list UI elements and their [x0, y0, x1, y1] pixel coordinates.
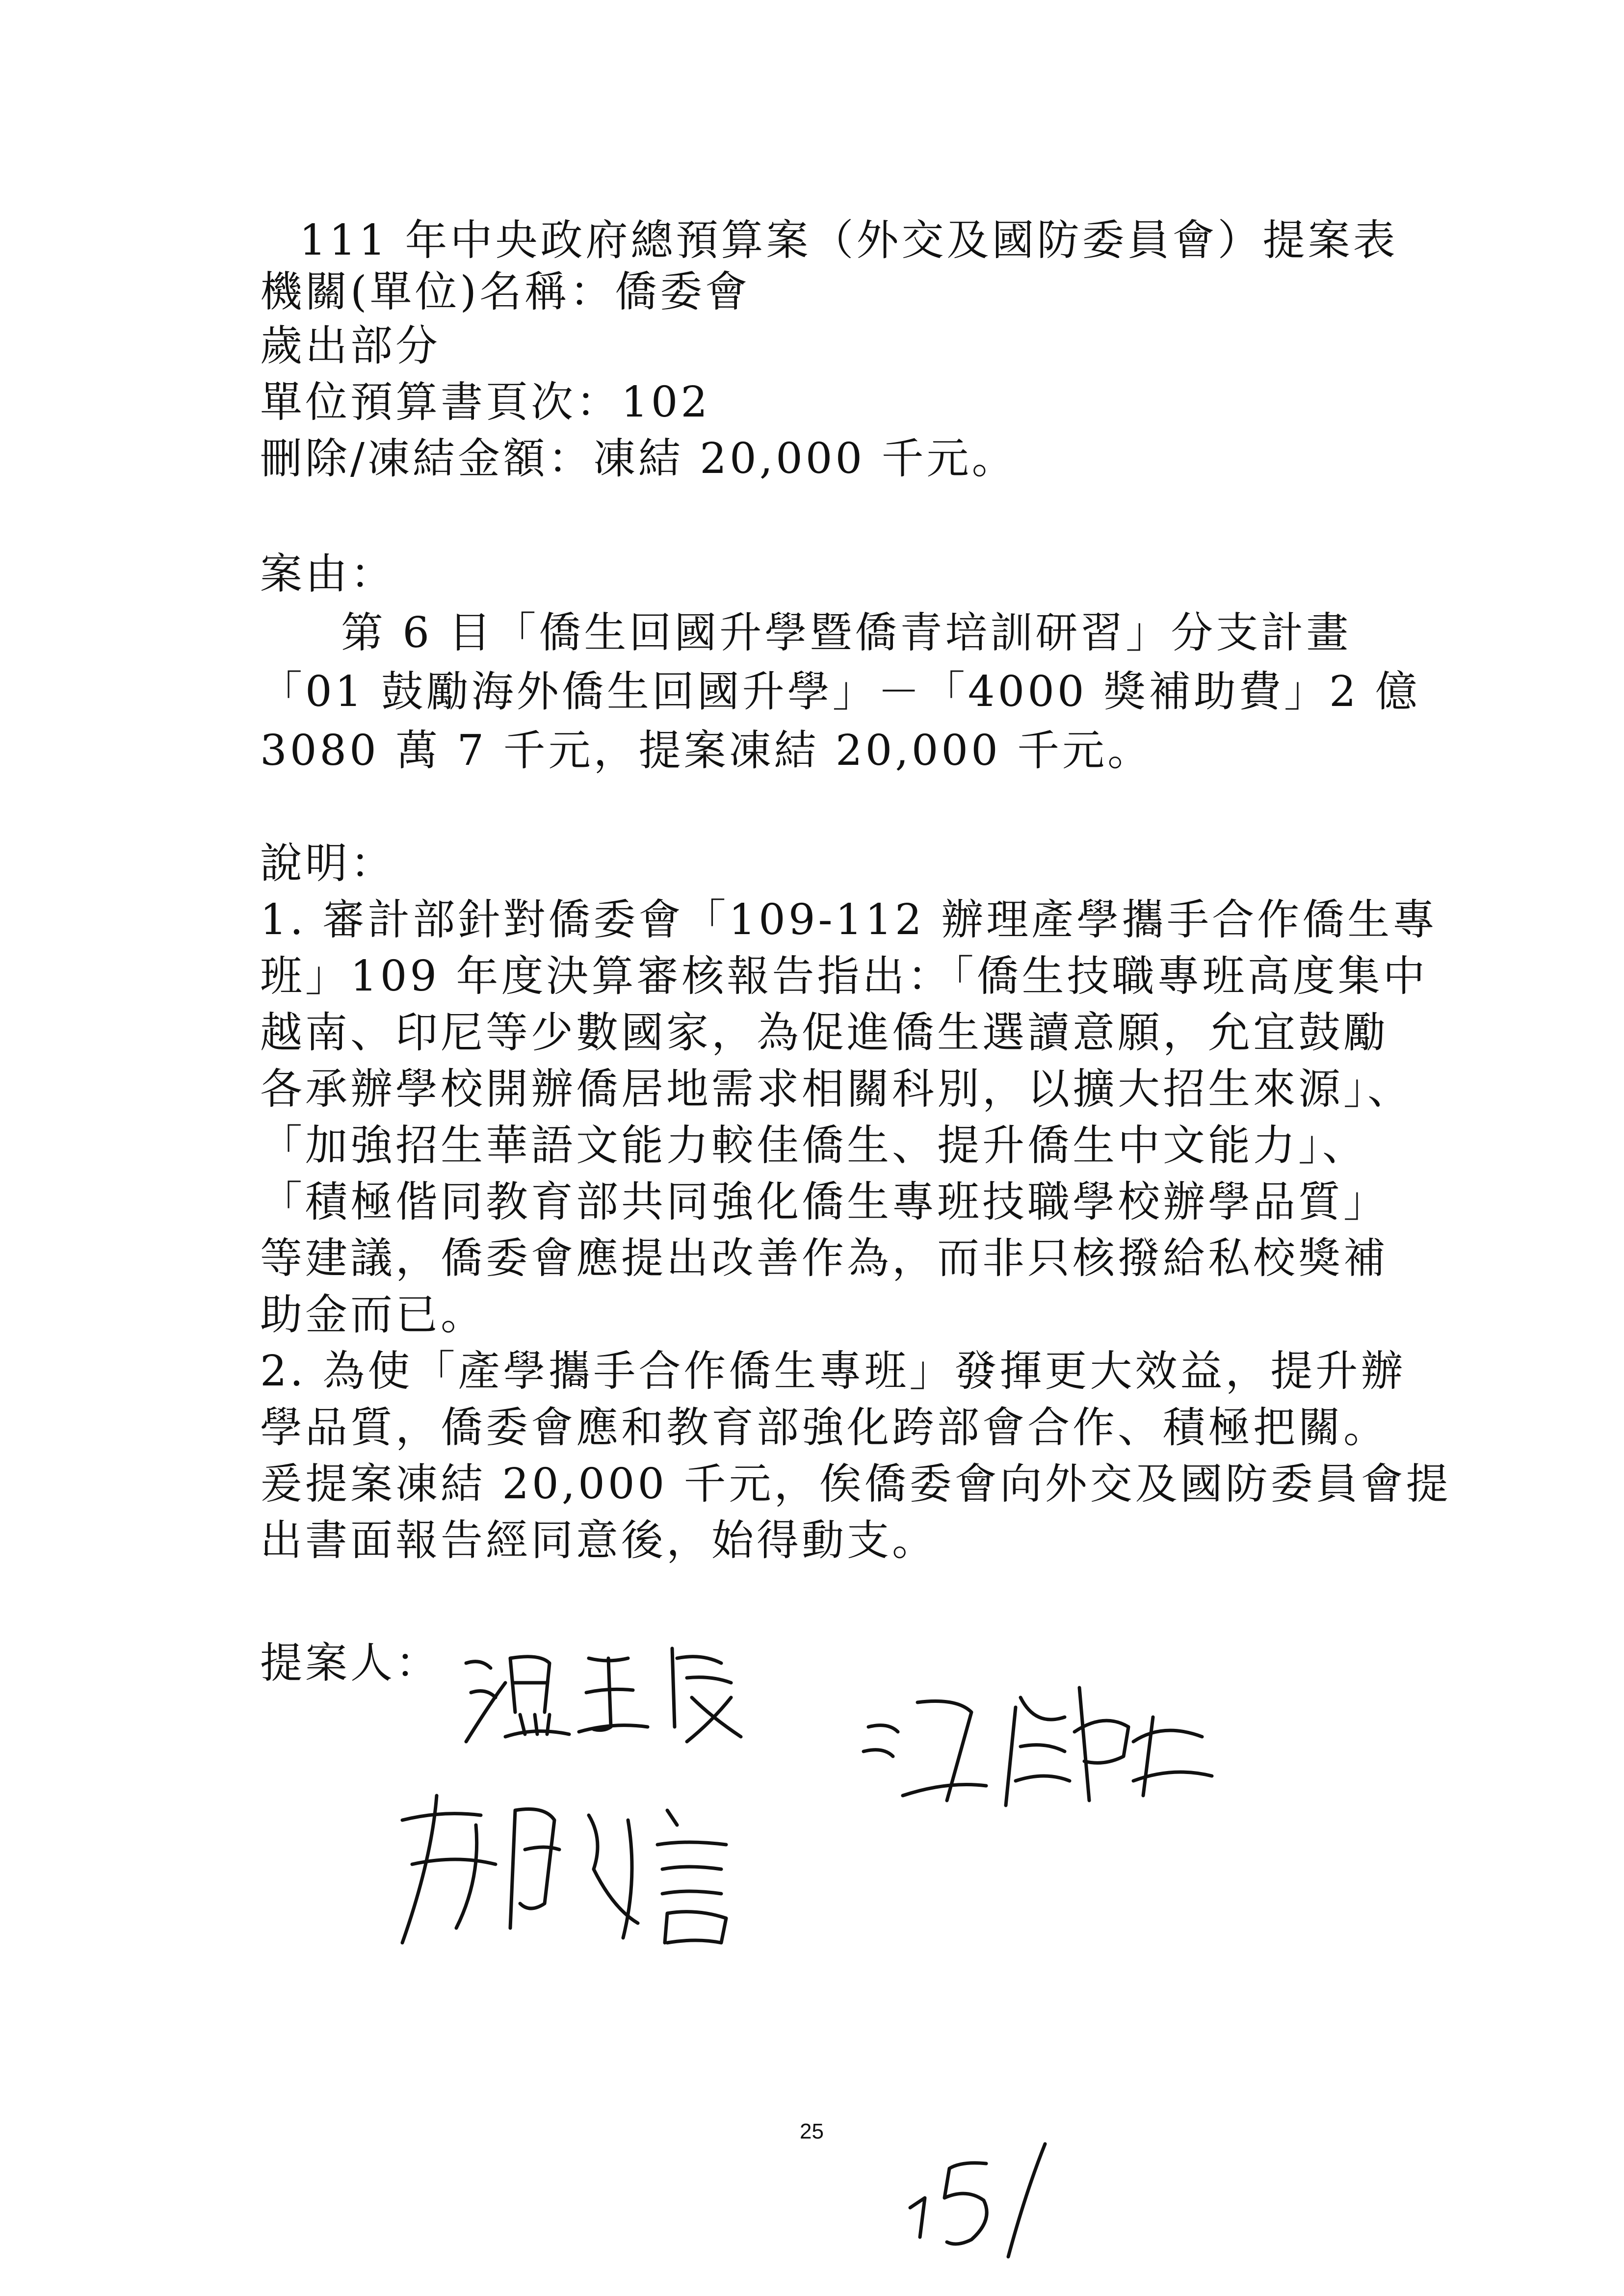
- reason-line: 3080 萬 7 千元，提案凍結 20,000 千元。: [260, 726, 1153, 775]
- section-label: 歲出部分: [260, 321, 441, 370]
- explanation-line: 出書面報告經同意後，始得動支。: [260, 1516, 937, 1565]
- agency-name: 機關(單位)名稱：僑委會: [260, 267, 751, 316]
- explanation-line: 學品質，僑委會應和教育部強化跨部會合作、積極把關。: [260, 1403, 1388, 1452]
- signature-1: [456, 1629, 760, 1756]
- reason-line: 第 6 目「僑生回國升學暨僑青培訓研習」分支計畫: [341, 608, 1352, 657]
- signature-3: [383, 1781, 814, 1953]
- explanation-line: 「積極偕同教育部共同強化僑生專班技職學校辦學品質」: [260, 1177, 1388, 1226]
- reason-heading: 案由：: [260, 549, 395, 599]
- explanation-line: 爰提案凍結 20,000 千元，俟僑委會向外交及國防委員會提: [260, 1460, 1451, 1509]
- explanation-heading: 說明：: [260, 839, 395, 888]
- explanation-line: 等建議，僑委會應提出改善作為，而非只核撥給私校獎補: [260, 1234, 1388, 1283]
- explanation-line: 助金而已。: [260, 1290, 486, 1339]
- budget-page-reference: 單位預算書頁次：102: [260, 378, 711, 427]
- explanation-line: 「加強招生華語文能力較佳僑生、提升僑生中文能力」、: [260, 1121, 1367, 1170]
- reason-line: 「01 鼓勵海外僑生回國升學」－「4000 獎補助費」2 億: [260, 667, 1421, 716]
- explanation-line: 2. 為使「產學攜手合作僑生專班」發揮更大效益，提升辦: [260, 1347, 1406, 1396]
- explanation-line: 各承辦學校開辦僑居地需求相關科別，以擴大招生來源」、: [260, 1065, 1413, 1114]
- proposer-label: 提案人：: [260, 1639, 441, 1688]
- amount-line: 刪除/凍結金額：凍結 20,000 千元。: [260, 434, 1017, 483]
- explanation-line: 班」109 年度決算審核報告指出：「僑生技職專班高度集中: [260, 952, 1428, 1001]
- explanation-line: 1. 審計部針對僑委會「109-112 辦理產學攜手合作僑生專: [260, 895, 1438, 944]
- signature-2: [859, 1668, 1222, 1815]
- page-number: 25: [800, 2119, 824, 2143]
- handwritten-page-number: [903, 2139, 1060, 2262]
- explanation-line: 越南、印尼等少數國家，為促進僑生選讀意願，允宜鼓勵: [260, 1008, 1388, 1057]
- document-title: 111 年中央政府總預算案（外交及國防委員會）提案表: [299, 216, 1398, 265]
